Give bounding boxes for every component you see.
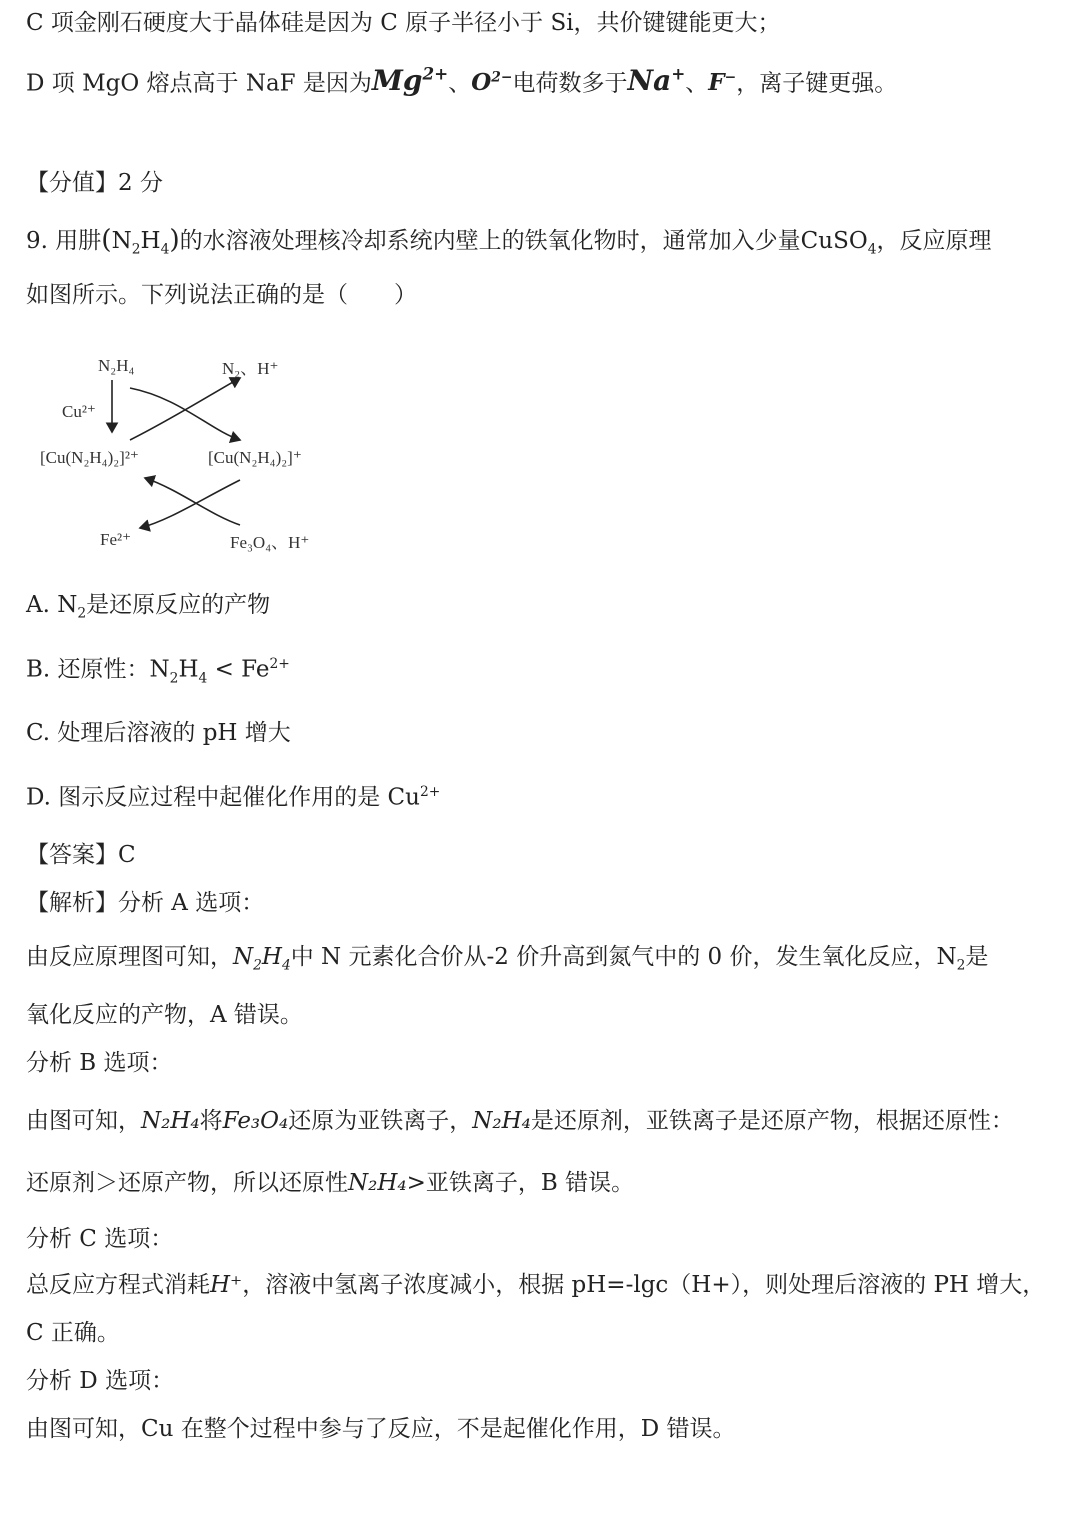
analysis-d-title: 分析 D 选项：: [26, 1368, 175, 1394]
label-n2h4: N₂H₄: [98, 356, 135, 375]
separator: 、: [685, 70, 709, 97]
analysis-c-line1: 总反应方程式消耗H⁺，溶液中氢离子浓度减小，根据 pH=-lgc（H+），则处理后溶液的 PH 增大，: [26, 1272, 1046, 1298]
separator: 、: [448, 70, 472, 97]
answer-label: 【答案】C: [26, 842, 136, 868]
label-cu2: Cu²⁺: [62, 402, 96, 421]
f-ion: F−: [708, 69, 737, 97]
option-c: C. 处理后溶液的 pH 增大: [26, 720, 291, 746]
analysis-d-line1: 由图可知，Cu 在整个过程中参与了反应，不是起催化作用，D 错误。: [26, 1416, 736, 1442]
question-text: 的水溶液处理核冷却系统内壁上的铁氧化物时，通常加入少量: [179, 228, 801, 254]
label-complex-2plus: [Cu(N₂H₄)₂]²⁺: [40, 448, 139, 467]
prev-d-post: ，离子键更强。: [736, 70, 898, 97]
analysis-b-line2: 还原剂＞还原产物，所以还原性N₂H₄>亚铁离子，B 错误。: [26, 1170, 635, 1196]
option-a: A. $N_2$是还原反应的产物: [26, 592, 271, 622]
o-ion: $O^{2-}$: [471, 69, 513, 97]
na-ion: Na+: [627, 64, 686, 98]
lower-arrow-up: [145, 478, 240, 525]
label-fe2: Fe²⁺: [100, 530, 132, 549]
n2h4-formula: $N_2H_4$: [233, 944, 291, 974]
analysis-c-line2: C 正确。: [26, 1320, 120, 1346]
prev-d-mid: 电荷数多于: [512, 70, 628, 97]
option-b: B. 还原性：$N_2H_4 < Fe^{2+}$: [26, 656, 290, 687]
hydrazine-formula: $N_2H_4$: [111, 228, 170, 258]
analysis-a-line1: 由反应原理图可知，$N_2H_4$中 N 元素化合价从-2 价升高到氮气中的 0 价，发生氧化反应，$N_2$是: [26, 944, 989, 974]
analysis-a-title: 【解析】分析 A 选项：: [26, 890, 265, 916]
mg-ion: $Mg^{2+}$: [371, 64, 449, 98]
analysis-b-line1: 由图可知，N₂H₄将Fe₃O₄还原为亚铁离子，N₂H₄是还原剂，亚铁离子是还原产物，根据还原性：: [26, 1108, 1014, 1134]
analysis-c-title: 分析 C 选项：: [26, 1226, 174, 1252]
label-complex-plus: [Cu(N₂H₄)₂]⁺: [208, 448, 302, 467]
question-text-end: ，反应原理: [876, 228, 992, 254]
label-n2-h: N₂、H⁺: [222, 359, 279, 378]
analysis-b-title: 分析 B 选项：: [26, 1050, 173, 1076]
reaction-diagram: [30, 340, 350, 560]
lower-arrow-down: [140, 480, 240, 528]
prev-option-d-text: [26, 64, 897, 98]
question-line-1: 9. 用肼$(N_2H_4)$的水溶液处理核冷却系统内壁上的铁氧化物时，通常加入少量CuSO$_4$，反应原理: [26, 224, 992, 258]
prev-option-c-text: C 项金刚石硬度大于晶体硅是因为 C 原子半径小于 Si，共价键键能更大；: [26, 10, 781, 36]
question-number: 9. 用肼: [26, 228, 102, 254]
option-d: D. 图示反应过程中起催化作用的是 $Cu^{2+}$: [26, 784, 441, 811]
analysis-a-line2: 氧化反应的产物，A 错误。: [26, 1002, 303, 1028]
score-label: 【分值】2 分: [26, 170, 163, 196]
label-fe3o4-h: Fe₃O₄、H⁺: [230, 533, 310, 552]
question-line-2: 如图所示。下列说法正确的是（ ）: [26, 282, 417, 308]
prev-d-pre: D 项 MgO 熔点高于 NaF 是因为: [26, 70, 372, 97]
cuso4-formula: CuSO$_4$: [800, 228, 877, 258]
